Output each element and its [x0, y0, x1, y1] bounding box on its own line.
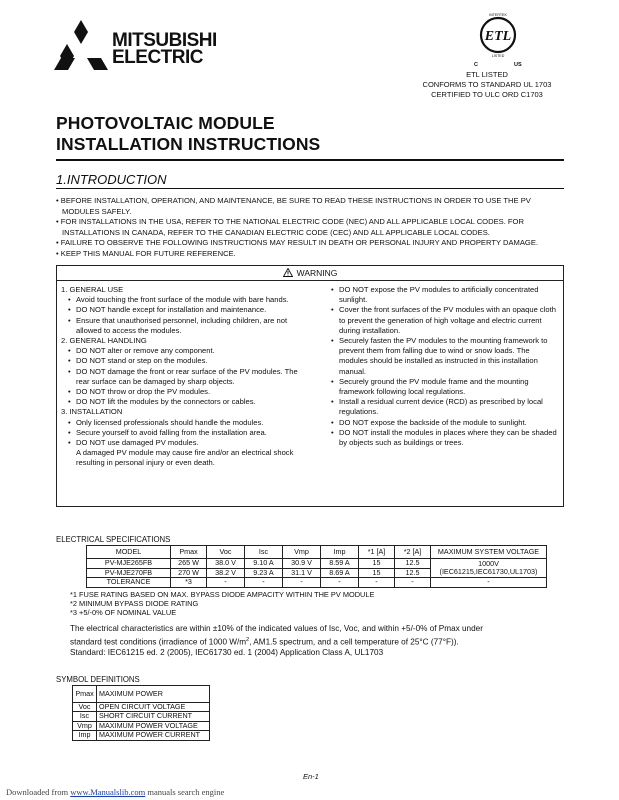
table-cell: 9.23 A	[245, 568, 283, 578]
brand-line-1: MITSUBISHI	[112, 30, 217, 51]
table-row	[87, 559, 547, 569]
table-cell: 15	[359, 568, 395, 578]
column-header: *1 [A]	[359, 546, 395, 559]
title-line-1: PHOTOVOLTAIC MODULE	[56, 113, 275, 133]
intro-list	[56, 196, 566, 260]
list-item: • Securely fasten the PV modules to the mounting framework to prevent them from falling due to wind or snow loads. The modules should be installed as instructed in this installation manual.	[331, 336, 559, 377]
certification-text	[407, 70, 567, 100]
table-cell: -	[359, 578, 395, 588]
paragraph-text: , AM1.5 spectrum, and a cell temperature of 25°C (77°F)).	[249, 637, 459, 647]
symbol-key: Vmp	[73, 721, 97, 730]
table-cell: 8.59 A	[321, 559, 359, 569]
etl-mark-c: C	[474, 62, 478, 68]
manualslib-link[interactable]: www.Manualslib.com	[70, 787, 146, 797]
general-handling-heading: 2. GENERAL HANDLING	[61, 336, 147, 346]
symbol-key: Pmax	[73, 686, 97, 703]
table-cell: 38.0 V	[207, 559, 245, 569]
electrical-specs-heading: ELECTRICAL SPECIFICATIONS	[56, 535, 171, 544]
intro-item: • FOR INSTALLATIONS IN THE USA, REFER TO THE NATIONAL ELECTRIC CODE (NEC) AND ALL APPLICABLE LOCAL CODES. FOR INSTALLATIONS IN CANADA, REFER TO THE CANADIAN ELECTRIC CODE (CEC) AND ALL APPLICABLE LOCAL CODES.	[56, 217, 524, 237]
warning-triangle-icon	[283, 268, 293, 277]
symbol-value: OPEN CIRCUIT VOLTAGE	[97, 703, 210, 712]
list-item: • Install a residual current device (RCD) as prescribed by local regulations.	[331, 397, 559, 417]
symbol-key: Imp	[73, 731, 97, 740]
list-item: • DO NOT damage the front or rear surface of the PV modules. The rear surface can be damaged by sharp objects.	[61, 367, 306, 387]
general-use-heading: 1. GENERAL USE	[61, 285, 124, 294]
intro-item: • BEFORE INSTALLATION, OPERATION, AND MAINTENANCE, BE SURE TO READ THESE INSTRUCTIONS IN ORDER TO USE THE PV MODULES SAFELY.	[56, 196, 531, 216]
table-cell: 31.1 V	[283, 568, 321, 578]
section-heading: 1.INTRODUCTION	[56, 172, 167, 187]
column-header: *2 [A]	[395, 546, 431, 559]
list-item: • Only licensed professionals should handle the modules.	[61, 418, 306, 428]
paragraph-line: Standard: IEC61215 ed. 2 (2005), IEC61730 ed. 1 (2004) Application Class A, UL1703	[70, 647, 384, 657]
symbol-value: MAXIMUM POWER CURRENT	[97, 731, 210, 740]
three-diamonds-icon	[52, 18, 110, 74]
cert-line-1: ETL LISTED	[466, 70, 508, 79]
warning-title	[57, 266, 563, 281]
symbol-value: MAXIMUM POWER	[97, 686, 210, 703]
table-header-row	[87, 546, 547, 559]
table-cell: 9.10 A	[245, 559, 283, 569]
table-cell: PV-MJE265FB	[87, 559, 171, 569]
column-header: Pmax	[171, 546, 207, 559]
installation-note: A damaged PV module may cause fire and/or an electrical shock resulting in personal injury or even death.	[76, 448, 294, 468]
warning-box	[56, 265, 564, 507]
page-number: En-1	[303, 772, 319, 781]
column-header: MAXIMUM SYSTEM VOLTAGE	[431, 546, 547, 559]
column-header: Imp	[321, 546, 359, 559]
etl-listed-mark	[471, 8, 525, 68]
etl-mark-bottom: LISTED	[491, 54, 505, 58]
table-row	[87, 578, 547, 588]
symbol-definitions-table	[72, 685, 210, 741]
table-cell: 270 W	[171, 568, 207, 578]
etl-mark-letters: ETL	[484, 29, 512, 44]
electrical-characteristics-paragraph	[70, 624, 560, 658]
installation-list	[61, 418, 306, 449]
table-cell: *3	[171, 578, 207, 588]
electrical-specs-table	[86, 545, 547, 588]
max-voltage-standard: (IEC61215,IEC61730,UL1703)	[439, 567, 538, 576]
paragraph-text: standard test conditions (irradiance of 1000 W/m	[70, 637, 247, 647]
list-item: • DO NOT lift the modules by the connectors or cables.	[61, 397, 306, 407]
installation-heading: 3. INSTALLATION	[61, 407, 123, 417]
cert-line-3: CERTIFIED TO ULC ORD C1703	[431, 90, 543, 99]
spec-footnotes	[70, 590, 374, 618]
etl-mark-us: US	[514, 62, 522, 68]
list-item: • Securely ground the PV module frame and the mounting framework following local regulations.	[331, 377, 559, 397]
max-voltage-value: 1000V	[478, 558, 499, 568]
symbol-key: Isc	[73, 712, 97, 721]
list-item: • DO NOT alter or remove any component.	[61, 346, 306, 356]
table-cell: 12.5	[395, 559, 431, 569]
table-cell: -	[321, 578, 359, 588]
table-cell: -	[395, 578, 431, 588]
column-header: Voc	[207, 546, 245, 559]
title-divider	[56, 159, 564, 161]
brand-line-2: ELECTRIC	[112, 47, 203, 68]
list-item: • DO NOT use damaged PV modules.	[61, 438, 306, 448]
symbol-key: Voc	[73, 703, 97, 712]
footer-text: manuals search engine	[145, 787, 225, 797]
table-cell: 15	[359, 559, 395, 569]
table-cell: 8.69 A	[321, 568, 359, 578]
paragraph-line: The electrical characteristics are within ±10% of the indicated values of Isc, Voc, and within +5/-0% of Pmax under	[70, 624, 483, 633]
list-item: • Ensure that unauthorised personnel, including children, are not allowed to access the modules.	[61, 316, 306, 336]
list-item: • DO NOT handle except for installation and maintenance.	[61, 305, 306, 315]
section-divider	[56, 188, 564, 189]
general-handling-list	[61, 346, 306, 407]
table-cell: PV-MJE270FB	[87, 568, 171, 578]
intro-item: • KEEP THIS MANUAL FOR FUTURE REFERENCE.	[56, 248, 236, 258]
table-cell: 265 W	[171, 559, 207, 569]
max-voltage-cell	[431, 559, 547, 578]
table-cell: -	[431, 578, 547, 588]
paragraph-line	[70, 635, 560, 648]
download-footer	[6, 787, 224, 797]
cert-line-2: CONFORMS TO STANDARD UL 1703	[422, 80, 552, 89]
list-item: • DO NOT throw or drop the PV modules.	[61, 387, 306, 397]
warning-left-column	[61, 285, 306, 469]
table-cell: -	[283, 578, 321, 588]
warning-right-column	[331, 285, 559, 448]
document-title	[56, 113, 320, 155]
table-cell: -	[207, 578, 245, 588]
table-cell: 30.9 V	[283, 559, 321, 569]
list-item: • DO NOT expose the backside of the module to sunlight.	[331, 418, 559, 428]
title-line-2: INSTALLATION INSTRUCTIONS	[56, 134, 321, 154]
list-item: • DO NOT stand or step on the modules.	[61, 356, 306, 366]
table-cell: 38.2 V	[207, 568, 245, 578]
symbol-value: SHORT CIRCUIT CURRENT	[97, 712, 210, 721]
column-header: Isc	[245, 546, 283, 559]
footnote: *2 MINIMUM BYPASS DIODE RATING	[70, 599, 199, 609]
list-item: • DO NOT install the modules in places where they can be shaded by objects such as buildings or trees.	[331, 428, 559, 448]
table-cell: -	[245, 578, 283, 588]
table-row	[73, 712, 210, 721]
list-item: • Avoid touching the front surface of the module with bare hands.	[61, 295, 306, 305]
column-header: MODEL	[87, 546, 171, 559]
list-item: • Secure yourself to avoid falling from the installation area.	[61, 428, 306, 438]
etl-mark-top: INTERTEK	[489, 13, 507, 17]
mitsubishi-logo	[52, 18, 232, 74]
footer-text: Downloaded from	[6, 787, 71, 797]
footnote: *3 +5/-0% OF NOMINAL VALUE	[70, 608, 177, 618]
superscript: 2	[246, 636, 250, 643]
general-use-list	[61, 295, 306, 336]
brand-name	[112, 32, 217, 66]
intro-item: • FAILURE TO OBSERVE THE FOLLOWING INSTRUCTIONS MAY RESULT IN DEATH OR PERSONAL INJURY AND PROPERTY DAMAGE.	[56, 238, 539, 248]
column-header: Vmp	[283, 546, 321, 559]
footnote: *1 FUSE RATING BASED ON MAX. BYPASS DIODE AMPACITY WITHIN THE PV MODULE	[70, 590, 375, 599]
table-row	[73, 686, 210, 703]
list-item: • DO NOT expose the PV modules to artificially concentrated sunlight.	[331, 285, 559, 305]
table-cell: TOLERANCE	[87, 578, 171, 588]
symbol-definitions-heading: SYMBOL DEFINITIONS	[56, 675, 140, 684]
symbol-value: MAXIMUM POWER VOLTAGE	[97, 721, 210, 730]
warning-label: WARNING	[296, 268, 338, 278]
installation-list-continued	[331, 285, 559, 448]
table-row	[73, 731, 210, 740]
list-item: • Cover the front surfaces of the PV modules with an opaque cloth to prevent the generation of high voltage and electric current during installation.	[331, 305, 559, 336]
table-cell: 12.5	[395, 568, 431, 578]
